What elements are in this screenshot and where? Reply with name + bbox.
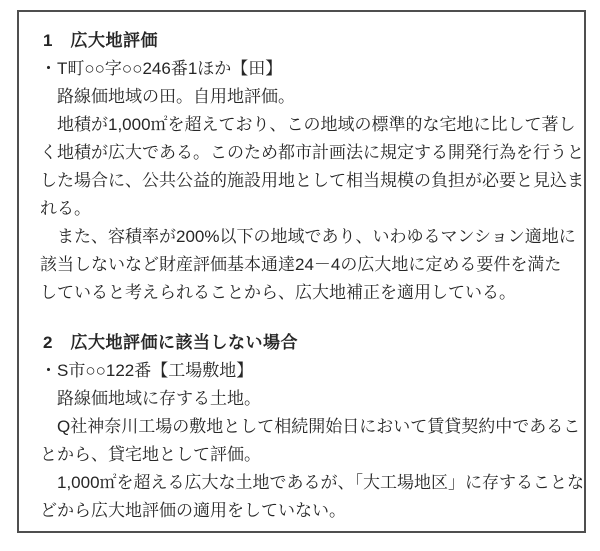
section-2-body-line-4: 1,000㎡を超える広大な土地であるが、「大工場地区」に存することな	[40, 473, 585, 492]
section-2-property-address: ・S市○○122番【工場敷地】	[40, 361, 254, 380]
section-1-body-line-6: また、容積率が200%以下の地域であり、いわゆるマンション適地に	[40, 227, 576, 246]
section-1-body-line-8: していると考えられることから、広大地補正を適用している。	[40, 283, 516, 302]
section-1-body-line-7: 該当しないなど財産評価基本通達24－4の広大地に定める要件を満た	[40, 255, 562, 274]
section-2-heading: 2 広大地評価に該当しない場合	[43, 333, 298, 352]
section-1-body-line-1: 路線価地域の田。自用地評価。	[40, 87, 295, 106]
document-frame	[17, 10, 586, 533]
section-2-not-applicable-case	[40, 329, 585, 525]
section-1-property-address: ・T町○○字○○246番1ほか【田】	[40, 59, 283, 78]
section-1-heading: 1 広大地評価	[43, 31, 158, 50]
section-1-body-line-5: れる。	[40, 199, 91, 218]
section-2-body-line-2: Q社神奈川工場の敷地として相続開始日において賃貸契約中であるこ	[40, 417, 581, 436]
section-1-body-line-2: 地積が1,000㎡を超えており、この地域の標準的な宅地に比して著し	[40, 115, 576, 134]
section-1-kodaichi-hyoka	[40, 27, 584, 307]
section-1-body-line-3: く地積が広大である。このため都市計画法に規定する開発行為を行うと	[40, 143, 584, 162]
section-2-body-line-1: 路線価地域に存する土地。	[40, 389, 261, 408]
section-2-body-line-5: どから広大地評価の適用をしていない。	[40, 501, 346, 520]
section-2-body-line-3: とから、貸宅地として評価。	[40, 445, 261, 464]
section-1-body-line-4: した場合に、公共公益的施設用地として相当規模の負担が必要と見込ま	[40, 171, 584, 190]
